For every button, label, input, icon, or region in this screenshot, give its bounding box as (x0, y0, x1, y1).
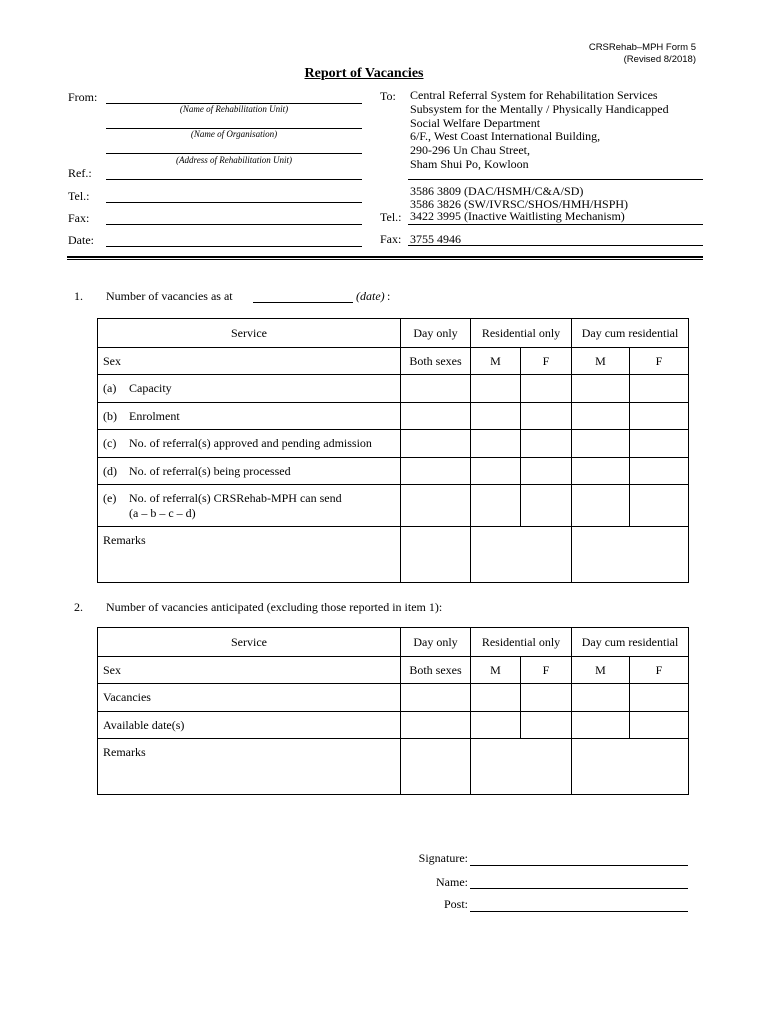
tel-line: 3586 3826 (SW/IVRSC/SHOS/HMH/HSPH) (410, 196, 629, 211)
signature-label: Signature: (418, 851, 468, 865)
date-label: Date: (68, 233, 94, 247)
address-line: 6/F., West Coast International Building, (410, 129, 601, 144)
to-fax-label: Fax: (380, 232, 402, 246)
sex-row (98, 348, 689, 375)
input-cell[interactable] (630, 485, 689, 527)
row-label: No. of referral(s) approved and pending admission (129, 436, 372, 450)
available-dates-label: Available date(s) (98, 712, 401, 739)
input-cell[interactable] (521, 375, 572, 403)
referrals-approved-label (98, 430, 401, 458)
rehab-unit-hint: (Name of Rehabilitation Unit) (179, 104, 289, 114)
row-label: No. of referral(s) CRSRehab-MPH can send (129, 490, 342, 505)
input-cell[interactable] (401, 375, 471, 403)
input-cell[interactable] (572, 375, 630, 403)
date-field[interactable] (106, 246, 362, 247)
table-row (98, 430, 689, 458)
input-cell[interactable] (471, 684, 521, 712)
input-cell[interactable] (471, 403, 521, 430)
remarks-row (98, 739, 689, 795)
day-cum-residential-header: Day cum residential (572, 628, 689, 657)
colon: : (387, 289, 391, 303)
divider (408, 179, 703, 180)
name-field[interactable] (470, 888, 688, 889)
remarks-input-cell[interactable] (471, 527, 572, 583)
day-only-header: Day only (401, 319, 471, 348)
service-header: Service (98, 628, 401, 657)
anticipated-vacancies-table (97, 627, 689, 795)
tel-numbers (410, 185, 628, 223)
address-line: Sham Shui Po, Kowloon (410, 156, 529, 171)
input-cell[interactable] (572, 430, 630, 458)
input-cell[interactable] (471, 485, 521, 527)
table-row (98, 458, 689, 485)
male-label: M (471, 657, 521, 684)
day-only-header: Day only (401, 628, 471, 657)
input-cell[interactable] (572, 712, 630, 739)
remarks-label: Remarks (98, 739, 401, 795)
input-cell[interactable] (401, 684, 471, 712)
table-row (98, 485, 689, 527)
input-cell[interactable] (521, 712, 572, 739)
referrals-can-send-label (98, 485, 401, 527)
referrals-processed-label (98, 458, 401, 485)
remarks-input-cell[interactable] (401, 739, 471, 795)
female-label: F (630, 657, 689, 684)
ref-label: Ref.: (68, 166, 92, 180)
both-sexes-label: Both sexes (401, 657, 471, 684)
input-cell[interactable] (630, 403, 689, 430)
residential-only-header: Residential only (471, 319, 572, 348)
post-field[interactable] (470, 911, 688, 912)
input-cell[interactable] (521, 403, 572, 430)
input-cell[interactable] (521, 430, 572, 458)
input-cell[interactable] (572, 684, 630, 712)
input-cell[interactable] (572, 403, 630, 430)
input-cell[interactable] (521, 458, 572, 485)
header-separator (67, 256, 703, 260)
row-label: Capacity (129, 381, 172, 395)
input-cell[interactable] (471, 430, 521, 458)
row-label: Enrolment (129, 408, 180, 423)
male-label: M (572, 657, 630, 684)
input-cell[interactable] (401, 458, 471, 485)
female-label: F (521, 657, 572, 684)
input-cell[interactable] (630, 684, 689, 712)
male-label: M (471, 348, 521, 375)
male-label: M (572, 348, 630, 375)
address-line: 290-296 Un Chau Street, (410, 143, 530, 158)
input-cell[interactable] (572, 458, 630, 485)
signature-field[interactable] (470, 865, 688, 866)
address-line: Social Welfare Department (410, 115, 541, 130)
input-cell[interactable] (630, 712, 689, 739)
input-cell[interactable] (471, 458, 521, 485)
vacancies-label: Vacancies (98, 684, 401, 712)
input-cell[interactable] (630, 430, 689, 458)
table-row (98, 684, 689, 712)
sex-label: Sex (98, 657, 401, 684)
input-cell[interactable] (471, 375, 521, 403)
row-key: (b) (103, 408, 117, 423)
table-header-row (98, 628, 689, 657)
ref-field[interactable] (106, 179, 362, 180)
input-cell[interactable] (521, 684, 572, 712)
form-number (589, 42, 696, 66)
row-formula: (a – b – c – d) (129, 505, 196, 520)
female-label: F (630, 348, 689, 375)
section2-text: Number of vacancies anticipated (excluding those reported in item 1): (106, 600, 443, 614)
table-header-row (98, 319, 689, 348)
tel-field[interactable] (106, 202, 362, 203)
vacancies-date-field[interactable] (253, 302, 353, 303)
section1-text: Number of vacancies as at (106, 289, 233, 303)
sex-label: Sex (98, 348, 401, 375)
input-cell[interactable] (401, 712, 471, 739)
table-row (98, 375, 689, 403)
input-cell[interactable] (521, 485, 572, 527)
rehab-unit-address-field[interactable] (106, 153, 362, 154)
input-cell[interactable] (572, 485, 630, 527)
fax-field[interactable] (106, 224, 362, 225)
to-label: To: (380, 89, 396, 103)
address-hint: (Address of Rehabilitation Unit) (176, 155, 292, 165)
form-id: CRSRehab–MPH Form 5 (588, 42, 696, 53)
from-label: From: (68, 90, 98, 104)
row-label: No. of referral(s) being processed (129, 463, 291, 478)
day-cum-residential-header: Day cum residential (572, 319, 689, 348)
organisation-hint: (Name of Organisation) (190, 129, 278, 139)
capacity-label (98, 375, 401, 403)
to-tel-label: Tel.: (380, 210, 402, 224)
input-cell[interactable] (630, 458, 689, 485)
enrolment-label (98, 403, 401, 430)
both-sexes-label: Both sexes (401, 348, 471, 375)
address-line: Central Referral System for Rehabilitation Services (410, 88, 658, 102)
residential-only-header: Residential only (471, 628, 572, 657)
fax-label: Fax: (68, 211, 90, 225)
row-key: (d) (103, 463, 117, 478)
tel-line: 3586 3809 (DAC/HSMH/C&A/SD) (410, 184, 584, 198)
remarks-input-cell[interactable] (471, 739, 572, 795)
page-title: Report of Vacancies (304, 66, 424, 81)
remarks-input-cell[interactable] (572, 527, 689, 583)
table-row (98, 712, 689, 739)
post-label: Post: (443, 897, 468, 911)
divider (408, 224, 703, 225)
female-label: F (521, 348, 572, 375)
input-cell[interactable] (401, 403, 471, 430)
to-fax-number: 3755 4946 (410, 232, 461, 246)
address-line: Subsystem for the Mentally / Physically Handicapped (410, 101, 669, 116)
input-cell[interactable] (471, 712, 521, 739)
tel-label: Tel.: (68, 189, 90, 203)
row-key: (c) (103, 436, 117, 450)
tel-line: 3422 3995 (Inactive Waitlisting Mechanism) (410, 209, 625, 223)
table-row (98, 403, 689, 430)
recipient-address (410, 89, 669, 172)
date-hint: (date) (356, 289, 385, 303)
input-cell[interactable] (401, 430, 471, 458)
input-cell[interactable] (630, 375, 689, 403)
service-header: Service (98, 319, 401, 348)
revised-date: (Revised 8/2018) (623, 54, 696, 65)
divider (408, 245, 703, 246)
row-key: (e) (103, 490, 117, 505)
remarks-input-cell[interactable] (401, 527, 471, 583)
name-label: Name: (436, 875, 468, 889)
input-cell[interactable] (401, 485, 471, 527)
row-key: (a) (103, 381, 117, 395)
remarks-row (98, 527, 689, 583)
vacancies-table (97, 318, 689, 583)
section1-number: 1. (74, 289, 83, 303)
sex-row (98, 657, 689, 684)
section2-number: 2. (74, 600, 83, 614)
remarks-input-cell[interactable] (572, 739, 689, 795)
remarks-label: Remarks (98, 527, 401, 583)
